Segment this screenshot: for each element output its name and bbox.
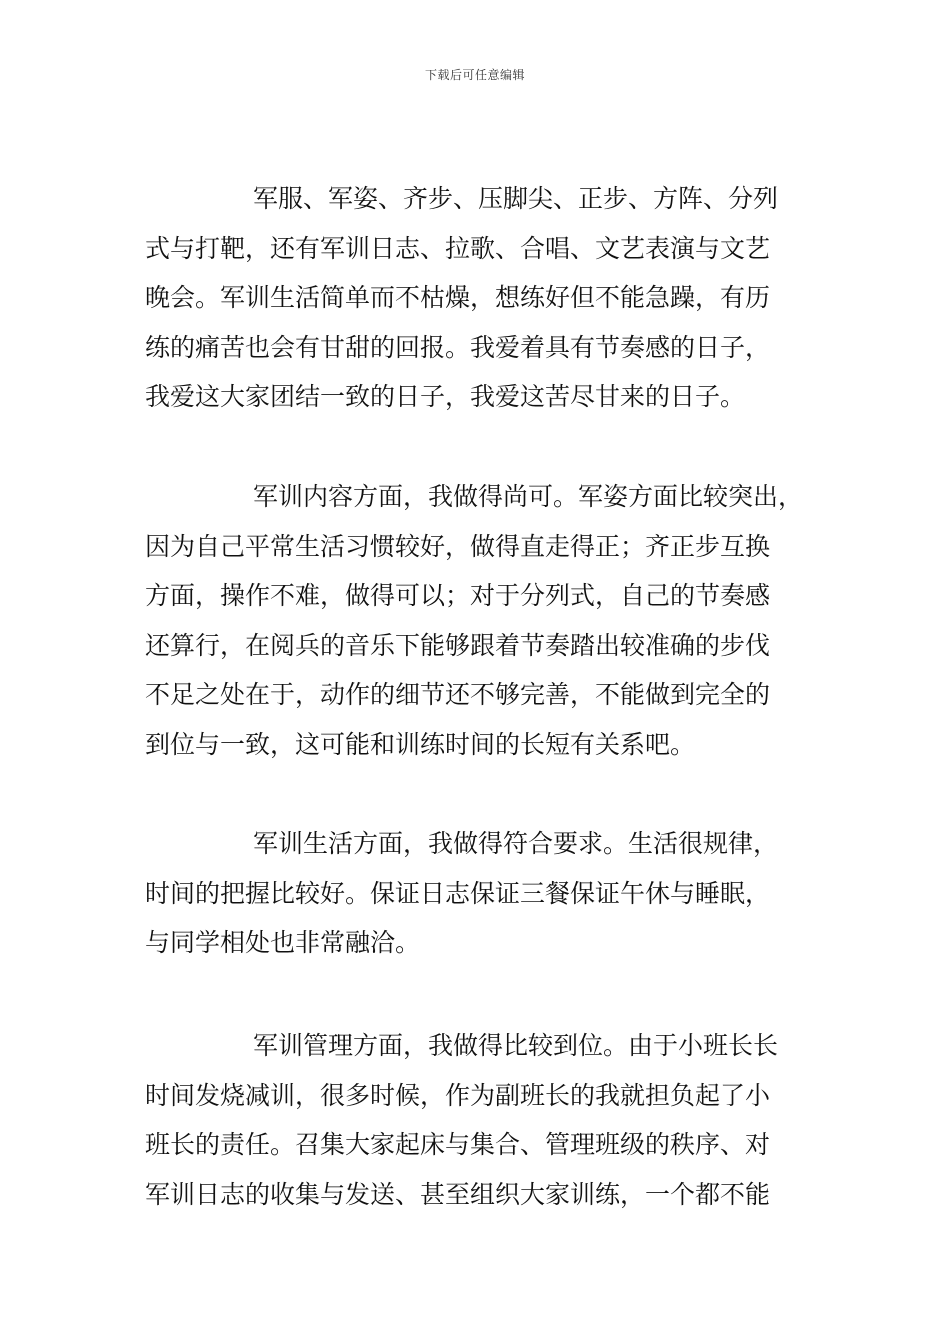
paragraph-line: 因为自己平常生活习惯较好，做得直走得正；齐正步互换 — [145, 531, 771, 561]
paragraph-line: 军训日志的收集与发送、甚至组织大家训练，一个都不能 — [145, 1179, 771, 1209]
page-header-note: 下载后可任意编辑 — [424, 68, 525, 82]
paragraph-line: 军训管理方面，我做得比较到位。由于小班长长 — [253, 1031, 779, 1060]
paragraph-line: 到位与一致，这可能和训练时间的长短有关系吧。 — [145, 729, 696, 759]
paragraph-line: 式与打靶，还有军训日志、拉歌、合唱、文艺表演与文艺 — [145, 233, 771, 263]
paragraph-line: 时间的把握比较好。保证日志保证三餐保证午休与睡眠， — [145, 878, 771, 908]
paragraph-line: 还算行，在阅兵的音乐下能够跟着节奏踏出较准确的步伐 — [145, 630, 771, 660]
paragraph-line: 不足之处在于，动作的细节还不够完善，不能做到完全的 — [145, 680, 771, 709]
paragraph-line: 军训生活方面，我做得符合要求。生活很规律， — [253, 829, 779, 858]
paragraph-2 — [145, 472, 825, 769]
paragraph-line: 方面，操作不难，做得可以；对于分列式，自己的节奏感 — [145, 581, 771, 610]
paragraph-line: 我爱这大家团结一致的日子，我爱这苦尽甘来的日子。 — [145, 382, 746, 411]
paragraph-line: 军训内容方面，我做得尚可。军姿方面比较突出， — [253, 482, 804, 511]
paragraph-line: 与同学相处也非常融洽。 — [145, 928, 421, 957]
paragraph-line: 军服、军姿、齐步、压脚尖、正步、方阵、分列 — [253, 184, 779, 213]
paragraph-line: 练的痛苦也会有甘甜的回报。我爱着具有节奏感的日子， — [145, 332, 771, 362]
paragraph-line: 班长的责任。召集大家起床与集合、管理班级的秩序、对 — [145, 1130, 771, 1159]
paragraph-1 — [145, 174, 825, 422]
paragraph-line: 晚会。军训生活简单而不枯燥，想练好但不能急躁，有历 — [145, 283, 771, 312]
paragraph-3 — [145, 819, 825, 968]
paragraph-4 — [145, 1021, 825, 1219]
paragraph-line: 时间发烧减训，很多时候，作为副班长的我就担负起了小 — [145, 1080, 771, 1110]
